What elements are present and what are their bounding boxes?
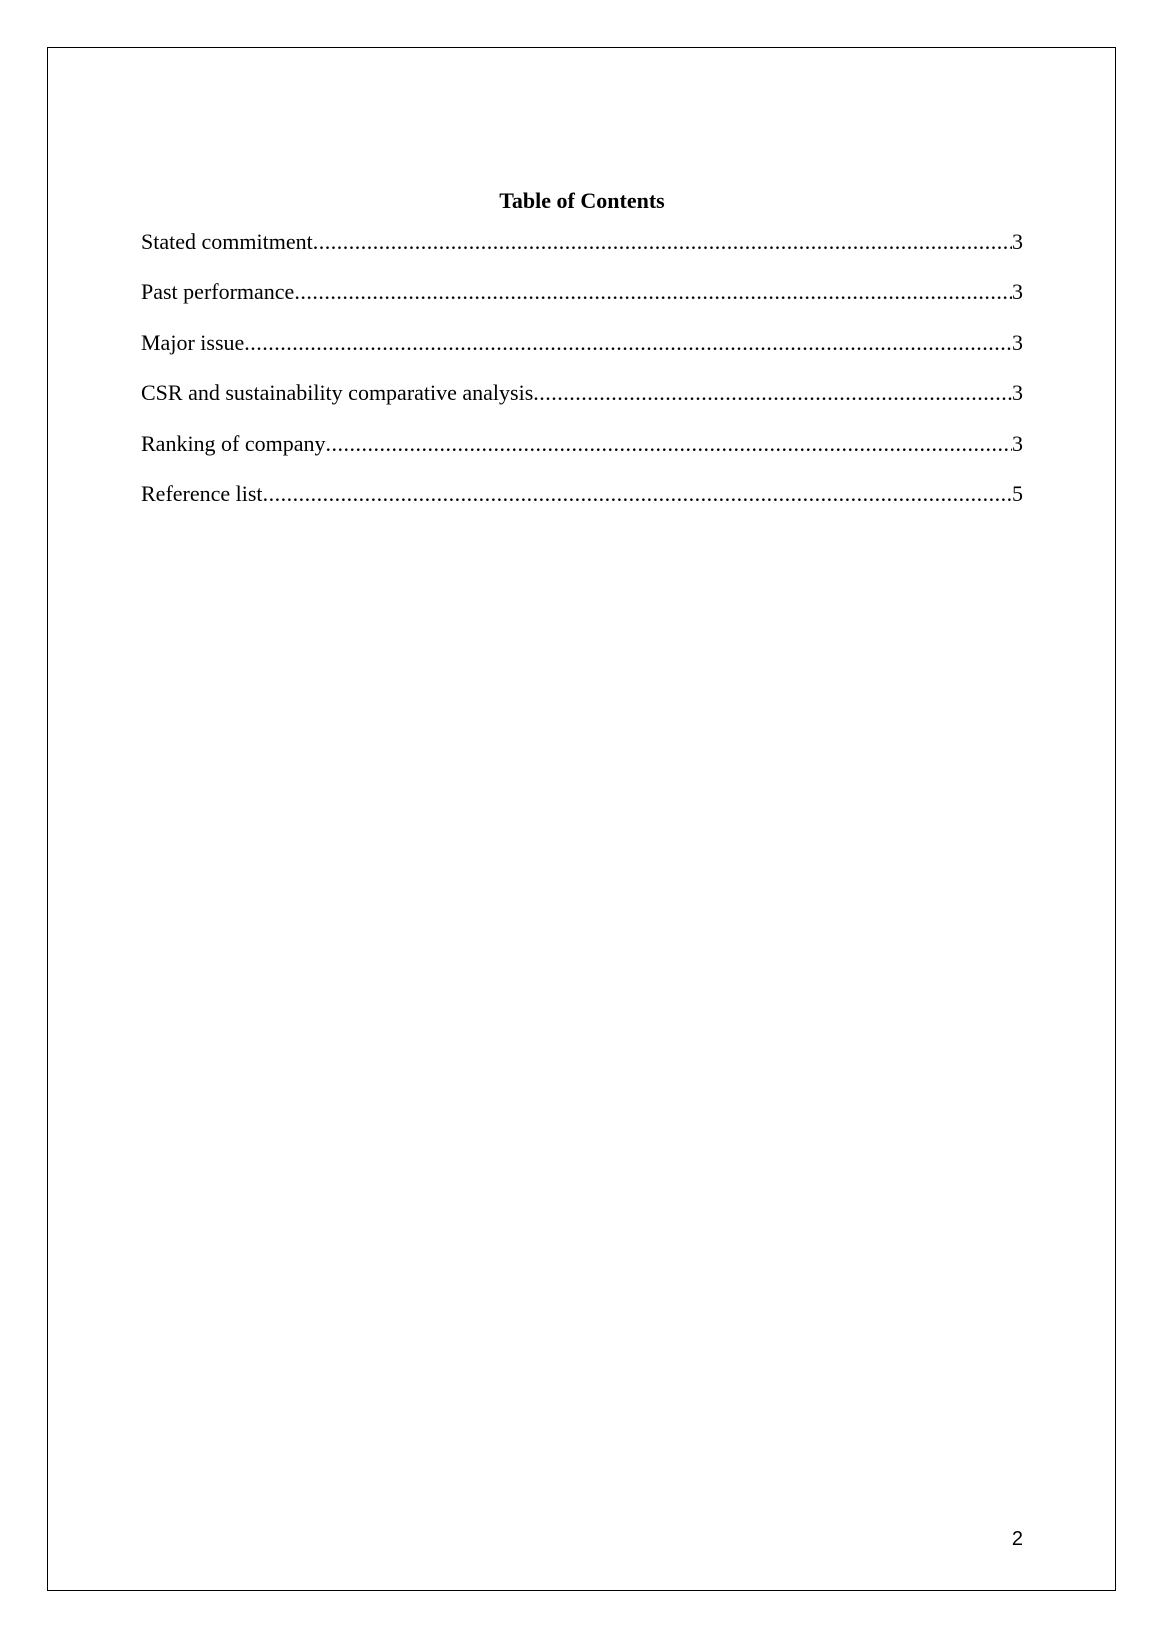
toc-dot-leader: [263, 479, 1012, 509]
toc-dot-leader: [533, 378, 1012, 408]
toc-entry-label[interactable]: Stated commitment: [141, 229, 313, 254]
toc-entry-label[interactable]: Ranking of company: [141, 430, 326, 456]
toc-entry-label[interactable]: CSR and sustainability comparative analysis: [141, 380, 534, 406]
toc-entry-reference-list[interactable]: [141, 479, 1023, 529]
toc-entry-past-performance[interactable]: [141, 277, 1023, 327]
toc-entry-page[interactable]: 3: [1012, 329, 1023, 355]
toc-entry-page[interactable]: 3: [1012, 380, 1023, 406]
toc-entry-label[interactable]: Past performance: [141, 279, 295, 305]
toc-entry-page[interactable]: 3: [1012, 279, 1023, 305]
toc-dot-leader: [313, 227, 1012, 257]
toc-title: Table of Contents: [499, 188, 665, 213]
toc-entry-major-issue[interactable]: [141, 328, 1023, 378]
toc-entry-label[interactable]: Reference list: [141, 480, 263, 506]
toc-entry-csr-analysis[interactable]: [141, 378, 1023, 428]
page-number: 2: [1011, 1528, 1023, 1550]
toc-dot-leader: [294, 277, 1012, 307]
toc-entry-ranking-of-company[interactable]: [141, 429, 1023, 479]
table-of-contents: [141, 227, 1023, 529]
toc-dot-leader: [244, 328, 1012, 358]
toc-entry-page[interactable]: 5: [1012, 480, 1023, 506]
toc-entry-page[interactable]: 3: [1012, 430, 1023, 456]
toc-entry-page[interactable]: 3: [1012, 229, 1023, 254]
toc-dot-leader: [326, 429, 1012, 459]
toc-entry-stated-commitment[interactable]: [141, 227, 1023, 277]
toc-entry-label[interactable]: Major issue: [141, 329, 245, 355]
